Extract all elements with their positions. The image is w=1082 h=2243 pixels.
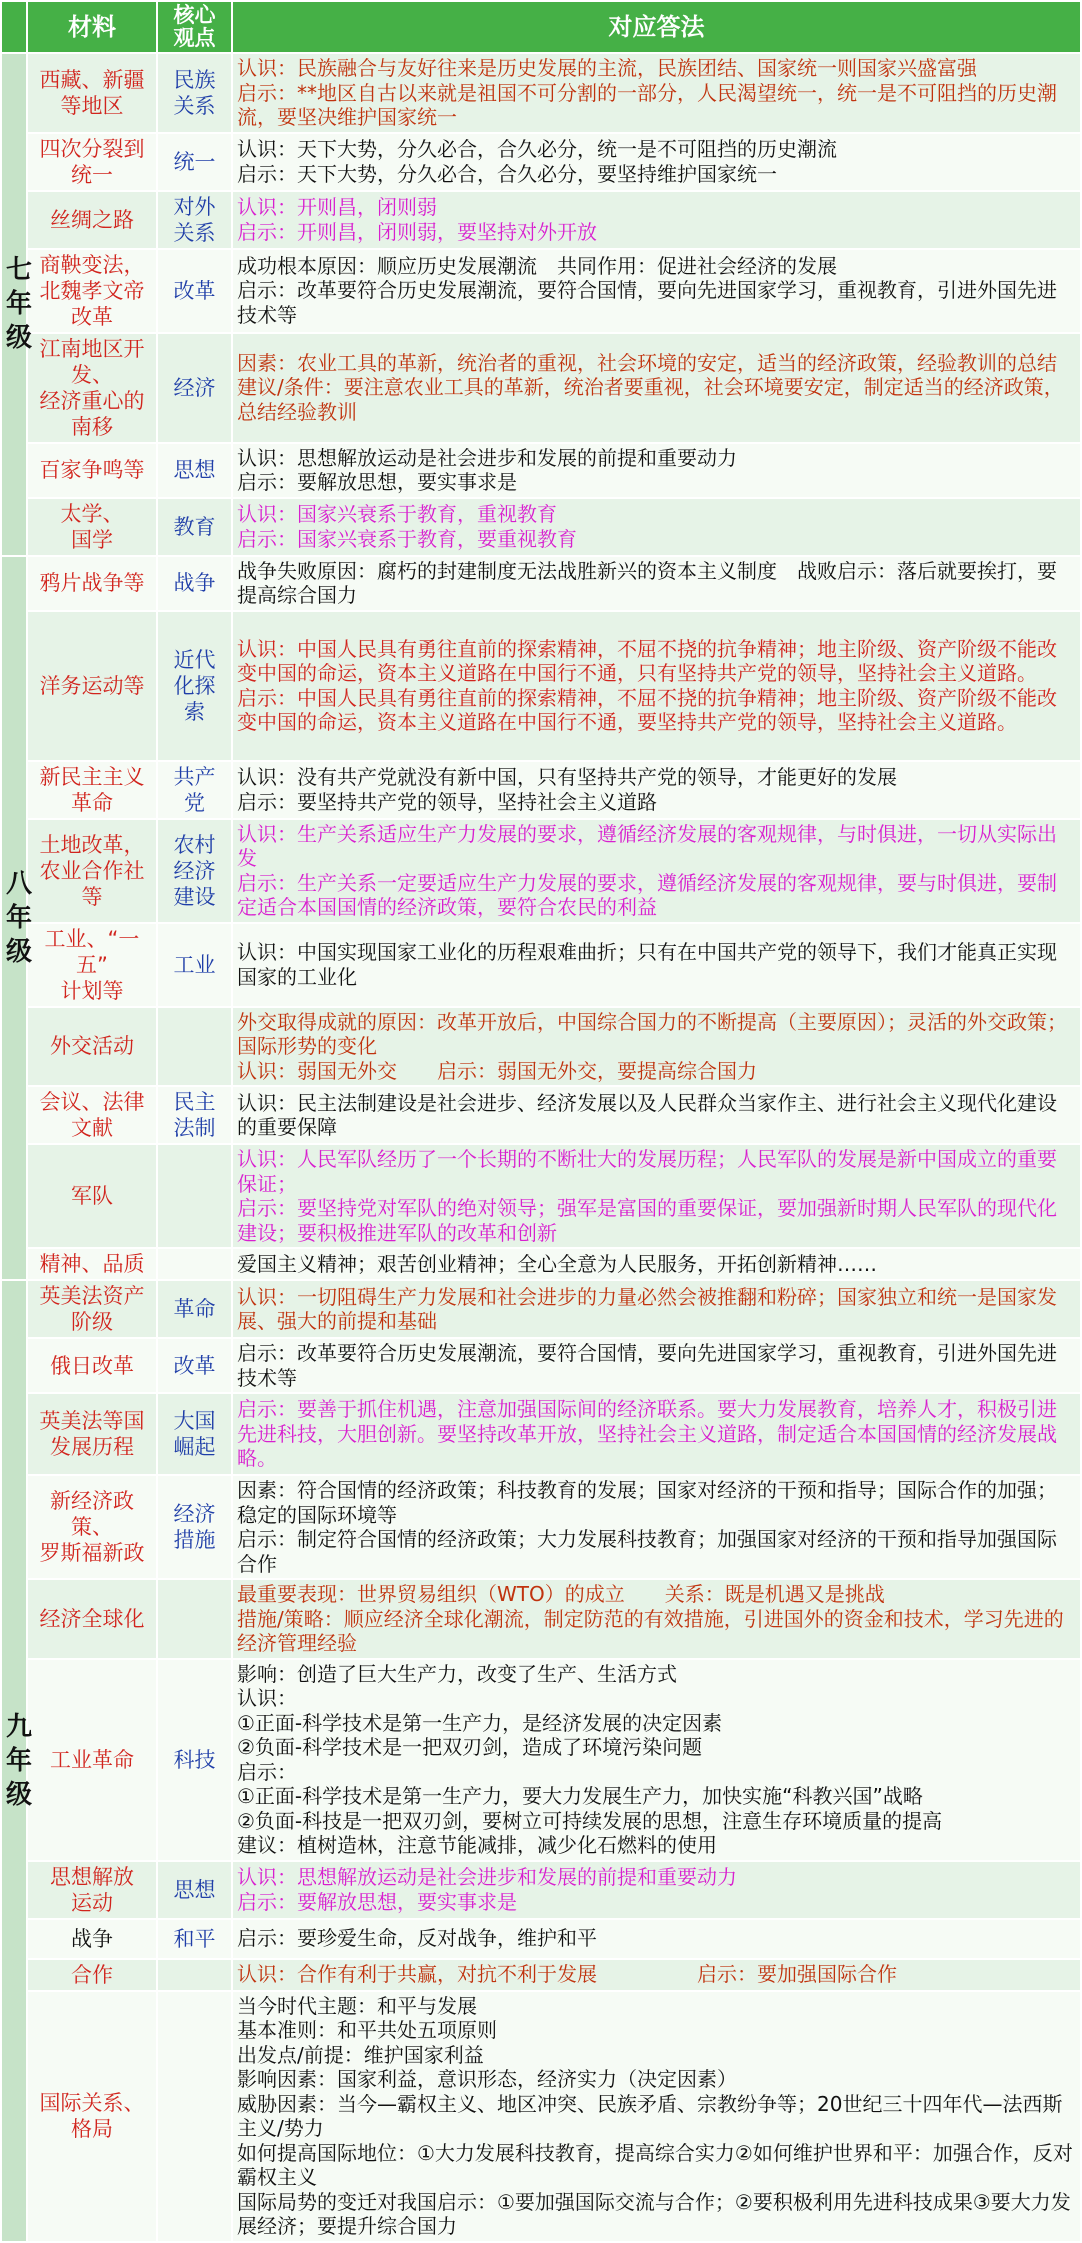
table-row [1,191,1081,249]
material-text: 会议、法律 文献 [39,1090,145,1140]
material-cell [27,819,157,923]
answer-line: 建议：植树造林，注意节能减排，减少化石燃料的使用 [237,1833,717,1857]
table-row [1,249,1081,333]
answer-line: 启示：制定符合国情的经济政策；大力发展科技教育；加强国家对经济的干预和指导加强国际合作 [237,1527,1057,1576]
answer-line: 启示： [237,1759,297,1784]
answer-cell [232,333,1081,443]
core-text: 和平 [173,1926,216,1951]
header-core [157,1,232,53]
answer-cell [232,556,1081,611]
material-cell [27,1393,157,1475]
material-cell [27,191,157,249]
answer-line: 认识： [237,1686,297,1710]
table-row [1,556,1081,611]
answer-cell [232,1007,1081,1087]
core-text: 农村 经济 建设 [173,832,216,909]
answer-cell [232,1861,1081,1919]
answer-line: 认识：民主法制建设是社会进步、经济发展以及人民群众当家作主、进行社会主义现代化建设的重要保障 [237,1090,1057,1139]
material-cell [27,1861,157,1919]
answer-line: 外交取得成就的原因：改革开放后，中国综合国力的不断提高（主要原因）；灵活的外交政策；国际形势的变化 [237,1009,1067,1058]
answer-line: 认识：思想解放运动是社会进步和发展的前提和重要动力 [237,445,737,470]
answer-line: 认识：国家兴衰系于教育，重视教育 [237,502,557,526]
core-text: 战争 [173,571,216,595]
material-text: 太学、 国学 [60,501,124,552]
table-row [1,923,1081,1007]
core-cell [157,1861,232,1919]
core-text: 经济 [173,375,216,400]
core-cell [157,1475,232,1579]
answer-cell [232,1393,1081,1475]
core-cell [157,761,232,819]
material-text: 英美法等国 发展历程 [39,1409,145,1459]
material-cell [27,1919,157,1959]
table-row [1,1919,1081,1959]
material-text: 新民主主义 革命 [39,764,145,815]
core-text: 思想 [173,458,216,482]
material-cell [27,443,157,498]
answer-line: 启示：要珍爱生命，反对战争，维护和平 [237,1926,597,1951]
material-text: 鸦片战争等 [39,571,145,595]
material-text: 西藏、新疆 等地区 [39,67,145,118]
answer-line: ①正面-科学技术是第一生产力，要大力发展生产力，加快实施“科教兴国”战略 [237,1784,923,1808]
material-text: 俄日改革 [50,1353,134,1378]
table-row [1,1991,1081,2242]
answer-cell [232,1991,1081,2242]
core-cell [157,249,232,333]
answer-line: 国际局势的变迁对我国启示：①要加强国际交流与合作；②要积极利用先进科技成果③要大力发展经济；要提升综合国力 [237,2189,1071,2238]
material-cell [27,249,157,333]
grade-label-text: 八 年 级 [6,868,33,967]
core-cell [157,1338,232,1393]
core-cell [157,611,232,761]
answer-line: ①正面-科学技术是第一生产力，是经济发展的决定因素 [237,1710,723,1735]
table-row [1,1579,1081,1659]
answer-line: 威胁因素：当今—霸权主义、地区冲突、民族矛盾、宗教纷争等；20世纪三十四年代—法西斯主义/势力 [237,2091,1063,2140]
core-cell [157,1248,232,1280]
table-row [1,819,1081,923]
core-text: 近代 化探 索 [173,647,216,724]
material-text: 国际关系、 格局 [39,2091,145,2141]
answer-line: ②负面-科学技术是一把双刃剑，造成了环境污染问题 [237,1735,703,1759]
core-cell [157,1393,232,1475]
table-row [1,761,1081,819]
answer-line: 认识：天下大势，分久必合，合久必分，统一是不可阻挡的历史潮流 [237,137,837,161]
material-cell [27,1280,157,1338]
core-text: 改革 [173,1353,216,1378]
answer-line: 战争失败原因：腐朽的封建制度无法战胜新兴的资本主义制度 战败启示：落后就要挨打，要提高综合国力 [237,558,1057,607]
material-cell [27,1959,157,1991]
core-cell [157,1144,232,1248]
header-corner [1,1,27,53]
answer-line: 启示：国家兴衰系于教育，要重视教育 [237,526,577,551]
table-row [1,1280,1081,1338]
header-answer: 对应答法 [232,1,1081,53]
answer-line: 认识：弱国无外交 启示：弱国无外交，要提高综合国力 [237,1058,757,1083]
table-row [1,333,1081,443]
header-core-label: 核心 观点 [173,3,216,50]
core-cell [157,1919,232,1959]
answer-cell [232,1248,1081,1280]
answer-cell [232,1086,1081,1144]
material-cell [27,1248,157,1280]
answer-line: 启示：生产关系一定要适应生产力发展的要求，遵循经济发展的客观规律，要与时俱进，要制定适合本国国情的经济政策，要符合农民的利益 [237,870,1057,919]
core-cell [157,1959,232,1991]
material-text: 百家争鸣等 [39,458,145,482]
answer-cell [232,133,1081,191]
material-cell [27,1579,157,1659]
material-text: 军队 [71,1184,113,1208]
answer-line: 启示：改革要符合历史发展潮流，要符合国情，要向先进国家学习，重视教育，引进外国先进技术等 [237,278,1057,327]
grade-label-8 [1,556,33,1281]
material-cell [27,1338,157,1393]
material-cell [27,498,157,556]
answer-line: 认识：民族融合与友好往来是历史发展的主流，民族团结、国家统一则国家兴盛富强 [237,56,977,80]
material-text: 战争 [71,1926,113,1951]
answer-line: 启示：天下大势，分久必合，合久必分，要坚持维护国家统一 [237,161,777,186]
answer-cell [232,761,1081,819]
table-row [1,1959,1081,1991]
core-text: 改革 [173,278,216,303]
material-text: 丝绸之路 [50,207,134,232]
core-cell [157,53,232,133]
table-header-row [1,1,1081,53]
table-row [1,443,1081,498]
grade-label-text: 七 年 级 [6,255,33,354]
table-row [1,1338,1081,1393]
core-cell [157,1659,232,1861]
core-text: 共产 党 [173,764,216,815]
material-text: 经济全球化 [39,1606,145,1631]
core-text: 革命 [173,1297,216,1321]
answer-line: 认识：中国人民具有勇往直前的探索精神，不屈不挠的抗争精神；地主阶级、资产阶级不能改变中国的命运，资本主义道路在中国行不通，只有坚持共产党的领导，坚持社会主义道路。 [237,636,1057,685]
answer-line: 认识：没有共产党就没有新中国，只有坚持共产党的领导，才能更好的发展 [237,765,897,789]
answer-line: 启示：要善于抓住机遇，注意加强国际间的经济联系。要大力发展教育，培养人才，积极引进先进科技，大胆创新。要坚持改革开放，坚持社会主义道路，制定适合本国国情的经济发展战略。 [237,1397,1057,1471]
material-text: 四次分裂到 统一 [39,136,145,187]
material-cell [27,1475,157,1579]
answer-line: 启示：要坚持共产党的领导，坚持社会主义道路 [237,789,657,814]
answer-line: 因素：农业工具的革新，统治者的重视，社会环境的安定，适当的经济政策，经验教训的总结 [237,350,1057,375]
answer-cell [232,611,1081,761]
grade-label-9 [1,1280,33,2242]
core-text: 工业 [173,952,216,977]
grade-label-7 [1,53,33,556]
answer-line: 成功根本原因：顺应历史发展潮流 共同作用：促进社会经济的发展 [237,253,837,278]
core-text: 民主 法制 [173,1090,216,1140]
material-cell [27,53,157,133]
material-text: 新经济政策、 罗斯福新政 [39,1489,145,1565]
table-row [1,1144,1081,1248]
material-text: 外交活动 [50,1034,134,1059]
answer-line: 影响：创造了巨大生产力，改变了生产、生活方式 [237,1661,677,1686]
core-cell [157,819,232,923]
core-text: 教育 [173,514,216,539]
core-cell [157,923,232,1007]
answer-line: 影响因素：国家利益，意识形态，经济实力（决定因素） [237,2067,737,2091]
material-text: 洋务运动等 [39,673,145,698]
answer-line: 认识：思想解放运动是社会进步和发展的前提和重要动力 [237,1865,737,1889]
table-row [1,611,1081,761]
answer-line: 启示：开则昌，闭则弱，要坚持对外开放 [237,219,597,244]
answer-line: 启示：中国人民具有勇往直前的探索精神，不屈不挠的抗争精神；地主阶级、资产阶级不能改变中国的命运，资本主义道路在中国行不通，要坚持共产党的领导，坚持社会主义道路。 [237,685,1057,734]
answer-cell [232,1579,1081,1659]
core-cell [157,1280,232,1338]
answer-line: 启示：要解放思想，要实事求是 [237,1889,517,1914]
material-cell [27,1659,157,1861]
material-text: 土地改革， 农业合作社 等 [39,832,145,909]
core-cell [157,443,232,498]
material-text: 精神、品质 [39,1252,145,1276]
answer-cell [232,191,1081,249]
core-cell [157,1086,232,1144]
table-row [1,1659,1081,1861]
answer-line: 措施/策略：顺应经济全球化潮流，制定防范的有效措施，引进国外的资金和技术，学习先进的经济管理经验 [237,1606,1064,1655]
answer-cell [232,819,1081,923]
answer-cell [232,498,1081,556]
table-row [1,1007,1081,1087]
material-cell [27,761,157,819]
material-text: 思想解放 运动 [50,1864,134,1915]
answer-cell [232,443,1081,498]
answer-line: 认识：一切阻碍生产力发展和社会进步的力量必然会被推翻和粉碎；国家独立和统一是国家发展、强大的前提和基础 [237,1284,1057,1333]
table-row [1,1248,1081,1280]
material-text: 江南地区开 发、 经济重心的 南移 [39,336,145,439]
core-text: 科技 [173,1747,216,1772]
material-cell [27,556,157,611]
answer-cell [232,249,1081,333]
answer-line: 认识：人民军队经历了一个长期的不断壮大的发展历程；人民军队的发展是新中国成立的重要保证； [237,1147,1057,1196]
core-text: 民族 关系 [173,67,216,118]
material-text: 合作 [71,1962,113,1987]
answer-cell [232,1280,1081,1338]
answer-line: 基本准则：和平共处五项原则 [237,2018,497,2042]
core-cell [157,333,232,443]
material-cell [27,133,157,191]
material-cell [27,923,157,1007]
table-row [1,1475,1081,1579]
material-cell [27,1991,157,2242]
answer-cell [232,1338,1081,1393]
core-cell [157,498,232,556]
core-cell [157,1007,232,1087]
core-cell [157,1579,232,1659]
answer-cell [232,1919,1081,1959]
core-text: 对外 关系 [173,194,216,245]
header-material: 材料 [27,1,157,53]
core-text: 经济 措施 [173,1502,216,1552]
answer-cell [232,1959,1081,1991]
answer-line: 爱国主义精神；艰苦创业精神；全心全意为人民服务，开拓创新精神…… [237,1251,877,1276]
core-text: 思想 [173,1877,216,1902]
material-cell [27,611,157,761]
answer-line: 因素：符合国情的经济政策；科技教育的发展；国家对经济的干预和指导；国际合作的加强；稳定的国际环境等 [237,1478,1057,1527]
answer-cell [232,1144,1081,1248]
answer-cell [232,1659,1081,1861]
material-cell [27,1007,157,1087]
answer-line: 启示：**地区自古以来就是祖国不可分割的一部分，人民渴望统一，统一是不可阻挡的历史潮流，要坚决维护国家统一 [237,80,1057,129]
answer-cell [232,1475,1081,1579]
material-text: 工业革命 [50,1747,134,1772]
answer-cell [232,53,1081,133]
answer-line: 启示：改革要符合历史发展潮流，要符合国情，要向先进国家学习，重视教育，引进外国先进技术等 [237,1341,1057,1390]
answer-line: 认识：合作有利于共赢，对抗不利于发展 启示：要加强国际合作 [237,1962,897,1987]
table-row [1,1861,1081,1919]
core-text: 大国 崛起 [173,1409,216,1459]
core-cell [157,191,232,249]
answer-line: 出发点/前提：维护国家利益 [237,2042,484,2067]
grade-label-text: 九 年 级 [6,1711,33,1810]
core-cell [157,1991,232,2242]
table-row [1,498,1081,556]
answer-line: 认识：中国实现国家工业化的历程艰难曲折；只有在中国共产党的领导下，我们才能真正实现国家的工业化 [237,940,1057,989]
answer-cell [232,923,1081,1007]
core-cell [157,556,232,611]
answer-line: 启示：要坚持党对军队的绝对领导；强军是富国的重要保证，要加强新时期人民军队的现代化建设；要积极推进军队的改革和创新 [237,1196,1057,1245]
material-text: 商鞅变法， 北魏孝文帝 改革 [39,252,145,329]
material-cell [27,1086,157,1144]
answer-line: ②负面-科技是一把双刃剑，要树立可持续发展的思想，注意生存环境质量的提高 [237,1808,943,1833]
table-row [1,53,1081,133]
core-cell [157,133,232,191]
table-body [1,53,1081,2242]
material-text: 英美法资产 阶级 [39,1284,145,1334]
material-cell [27,333,157,443]
answer-line: 建议/条件：要注意农业工具的革新，统治者要重视，社会环境要安定，制定适当的经济政策，总结经验教训 [237,375,1064,424]
material-text: 工业、“一五” 计划等 [44,926,140,1003]
table-row [1,1086,1081,1144]
answer-line: 认识：生产关系适应生产力发展的要求，遵循经济发展的客观规律，与时俱进，一切从实际出发 [237,821,1057,870]
material-cell [27,1144,157,1248]
answer-line: 认识：开则昌，闭则弱 [237,195,437,219]
answer-line: 如何提高国际地位：①大力发展科技教育，提高综合实力②如何维护世界和平：加强合作，反对霸权主义 [237,2140,1073,2189]
table-row [1,133,1081,191]
answer-line: 启示：要解放思想，要实事求是 [237,470,517,494]
answer-line: 当今时代主题：和平与发展 [237,1993,477,2018]
table-row [1,1393,1081,1475]
answer-line: 最重要表现：世界贸易组织（WTO）的成立 关系：既是机遇又是挑战 [237,1582,885,1606]
core-text: 统一 [173,149,216,174]
